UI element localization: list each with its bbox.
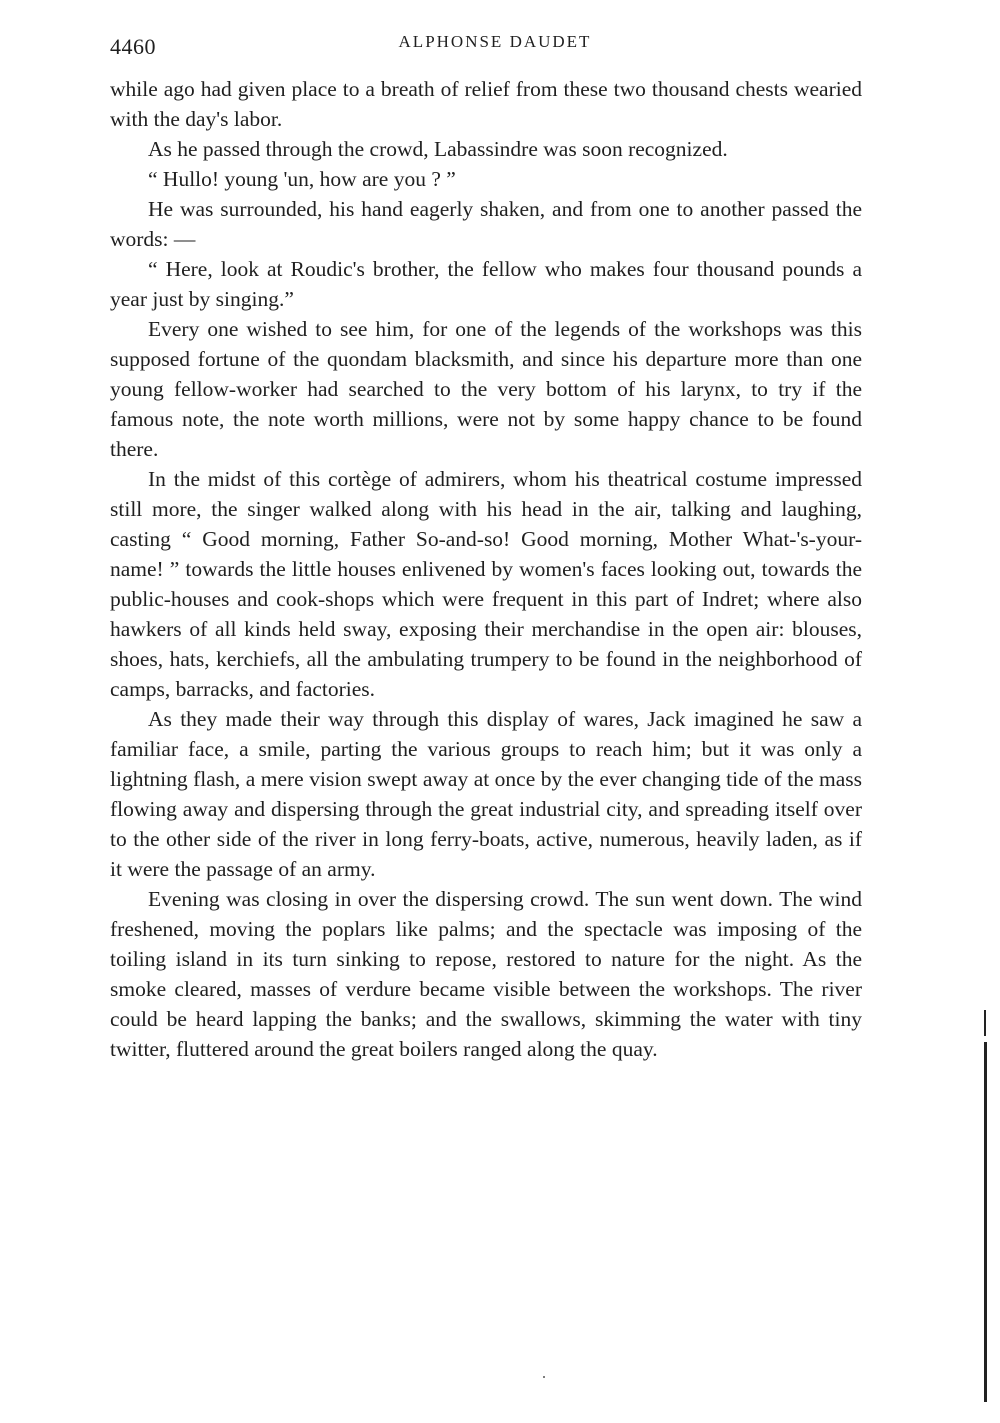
page-header [110,30,860,60]
scan-edge-line [984,1042,987,1402]
scan-edge-mark [984,1010,986,1036]
paragraph-4: He was surrounded, his hand eagerly shaken, and from one to another passed the words: — [110,197,862,251]
paragraph-8: As they made their way through this display of wares, Jack imagined he saw a familiar face, a smile, parting the various groups to reach him; but it was only a lightning flash, a mere vision swept away at once by the ever changing tide of the mass flowing away and dispersing through the great industrial city, and spreading itself over to the other side of the river in long ferry-boats, active, numerous, heavily laden, as if it were the passage of an army. [110,707,862,881]
scan-speck [543,1376,545,1378]
paragraph-3: “ Hullo! young 'un, how are you ? ” [148,167,456,191]
running-head: ALPHONSE DAUDET [398,32,592,51]
body-text [110,74,862,1064]
page-number: 4460 [110,34,156,59]
paragraph-6: Every one wished to see him, for one of the legends of the workshops was this supposed fortune of the quondam blacksmith, and since his departure more than one young fellow-worker had searched to the very bottom of his larynx, to try if the famous note, the note worth millions, were not by some happy chance to be found there. [110,317,862,461]
paragraph-5: “ Here, look at Roudic's brother, the fellow who makes four thousand pounds a year just by singing.” [110,257,862,311]
paragraph-2: As he passed through the crowd, Labassindre was soon recognized. [148,137,728,161]
paragraph-9: Evening was closing in over the dispersing crowd. The sun went down. The wind freshened, moving the poplars like palms; and the spectacle was imposing of the toiling island in its turn sinking to repose, restored to nature for the night. As the smoke cleared, masses of verdure became visible between the workshops. The river could be heard lapping the banks; and the swallows, skimming the water with tiny twitter, fluttered around the great boilers ranged along the quay. [110,887,862,1061]
paragraph-7: In the midst of this cortège of admirers, whom his theatrical costume impressed still more, the singer walked along with his head in the air, talking and laughing, casting “ Good morning, Father So-and-so! Good morning, Mother What-'s-your-name! ” towards the little houses enlivened by women's faces looking out, towards the public-houses and cook-shops which were frequent in this part of Indret; where also hawkers of all kinds held sway, exposing their merchandise in the open air: blouses, shoes, hats, kerchiefs, all the ambulating trumpery to be found in the neighborhood of camps, barracks, and factories. [110,467,862,701]
paragraph-1: while ago had given place to a breath of relief from these two thousand chests wearied with the day's labor. [110,77,862,131]
